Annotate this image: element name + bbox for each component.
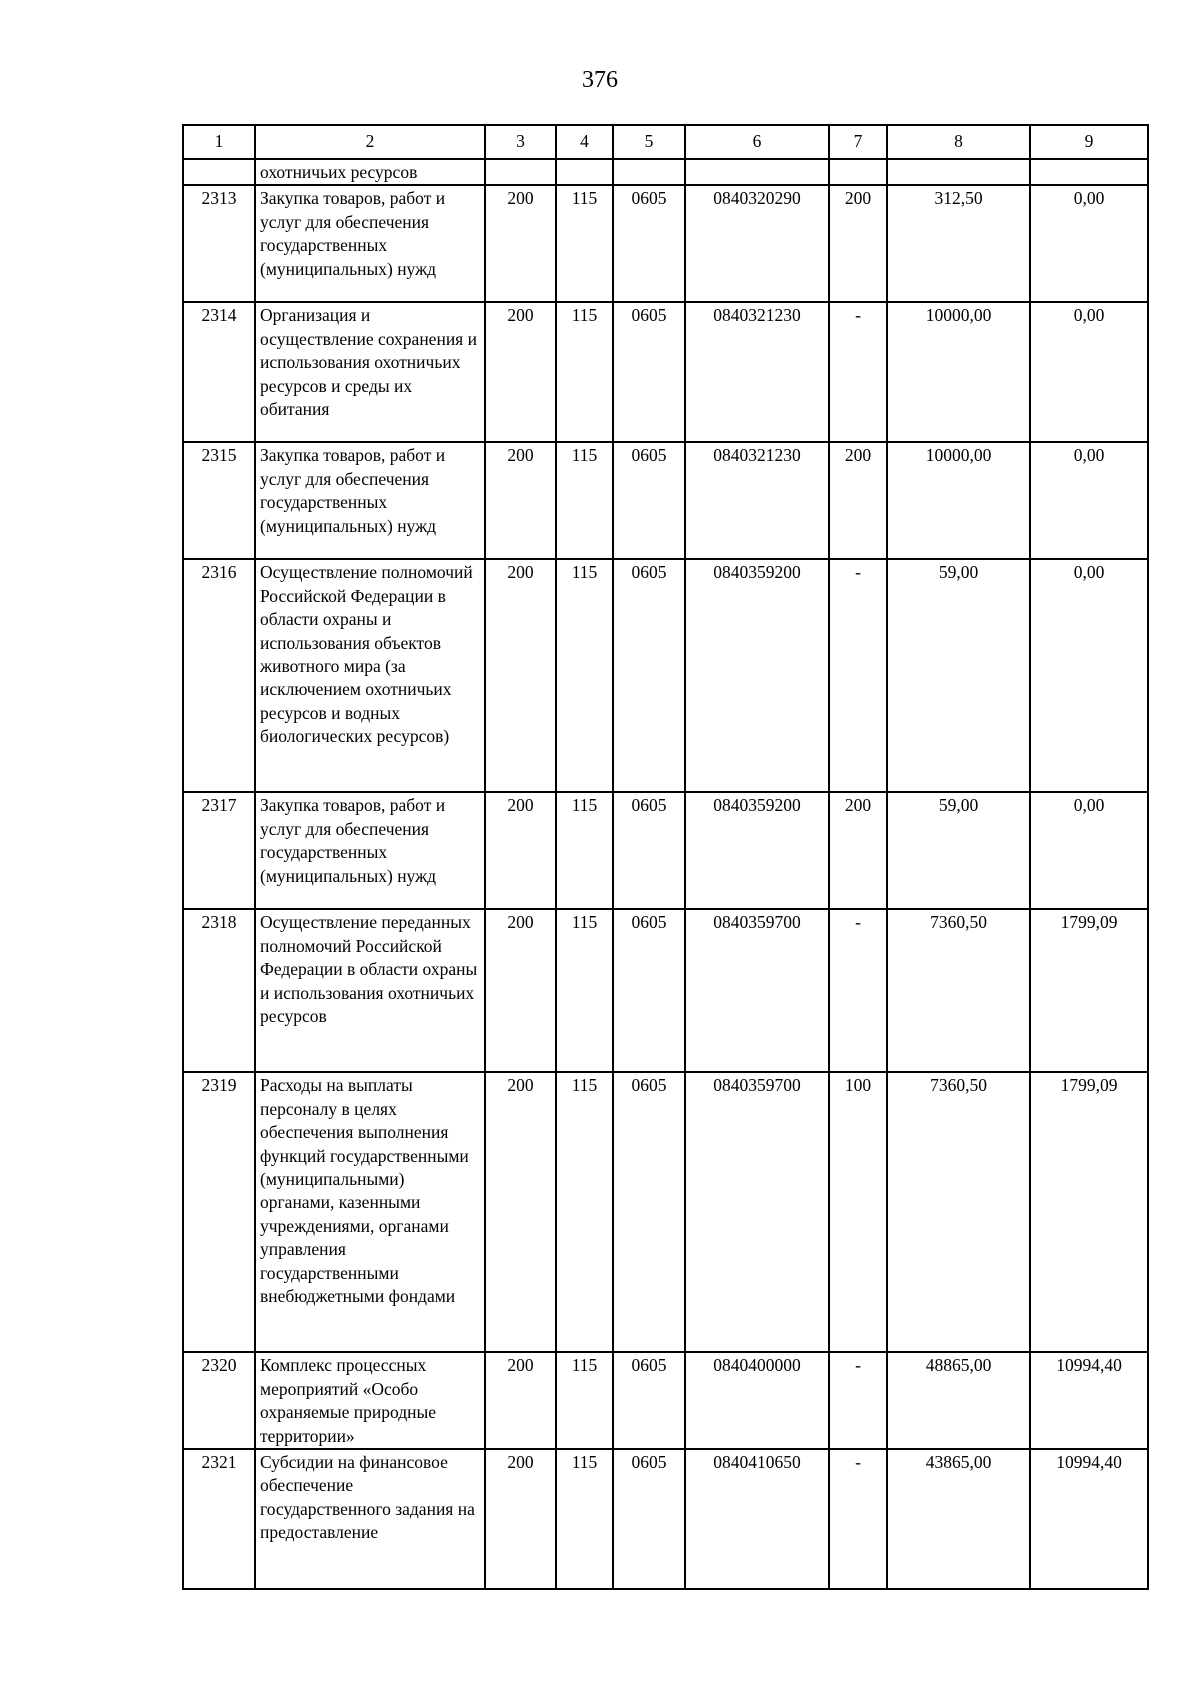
row-code-3: 200 bbox=[485, 1352, 556, 1449]
table-row bbox=[183, 185, 1148, 302]
row-number: 2319 bbox=[183, 1072, 255, 1352]
row-code-6: 0840410650 bbox=[685, 1449, 829, 1589]
row-code-4: 115 bbox=[556, 442, 613, 559]
header-cell: 7 bbox=[829, 125, 887, 159]
row-amount-8: 59,00 bbox=[887, 559, 1030, 792]
row-amount-8 bbox=[887, 159, 1030, 185]
row-code-4: 115 bbox=[556, 1449, 613, 1589]
table-row bbox=[183, 1449, 1148, 1589]
row-amount-9: 0,00 bbox=[1030, 559, 1148, 792]
row-code-7: - bbox=[829, 1352, 887, 1449]
table-row bbox=[183, 442, 1148, 559]
row-code-5 bbox=[613, 159, 685, 185]
row-code-3: 200 bbox=[485, 1072, 556, 1352]
row-amount-9: 1799,09 bbox=[1030, 909, 1148, 1072]
page-number: 376 bbox=[582, 67, 618, 93]
row-code-5: 0605 bbox=[613, 185, 685, 302]
row-amount-9: 10994,40 bbox=[1030, 1449, 1148, 1589]
row-amount-8: 7360,50 bbox=[887, 1072, 1030, 1352]
budget-table bbox=[182, 124, 1149, 1590]
row-description: Осуществление полномочий Российской Федерации в области охраны и использования объектов животного мира (за исключением охотничьих ресурсов и водных биологических ресурсов) bbox=[255, 559, 485, 792]
row-amount-9: 1799,09 bbox=[1030, 1072, 1148, 1352]
row-code-3: 200 bbox=[485, 442, 556, 559]
row-code-7: 200 bbox=[829, 442, 887, 559]
table-row bbox=[183, 302, 1148, 442]
row-code-4 bbox=[556, 159, 613, 185]
row-code-7: 200 bbox=[829, 792, 887, 909]
row-amount-8: 59,00 bbox=[887, 792, 1030, 909]
row-code-5: 0605 bbox=[613, 1449, 685, 1589]
row-code-3: 200 bbox=[485, 909, 556, 1072]
table-header-row bbox=[183, 125, 1148, 159]
row-amount-9: 0,00 bbox=[1030, 442, 1148, 559]
row-amount-9 bbox=[1030, 159, 1148, 185]
row-number: 2317 bbox=[183, 792, 255, 909]
row-code-6: 0840359700 bbox=[685, 909, 829, 1072]
row-number: 2320 bbox=[183, 1352, 255, 1449]
row-code-5: 0605 bbox=[613, 909, 685, 1072]
row-number: 2315 bbox=[183, 442, 255, 559]
row-code-3: 200 bbox=[485, 302, 556, 442]
row-amount-9: 0,00 bbox=[1030, 185, 1148, 302]
row-description: Закупка товаров, работ и услуг для обеспечения государственных (муниципальных) нужд bbox=[255, 185, 485, 302]
header-cell: 5 bbox=[613, 125, 685, 159]
row-code-7: - bbox=[829, 559, 887, 792]
row-number bbox=[183, 159, 255, 185]
row-code-5: 0605 bbox=[613, 792, 685, 909]
row-description: Закупка товаров, работ и услуг для обеспечения государственных (муниципальных) нужд bbox=[255, 442, 485, 559]
row-code-5: 0605 bbox=[613, 1072, 685, 1352]
header-cell: 6 bbox=[685, 125, 829, 159]
row-code-6: 0840320290 bbox=[685, 185, 829, 302]
row-code-3: 200 bbox=[485, 185, 556, 302]
row-code-6: 0840359700 bbox=[685, 1072, 829, 1352]
row-amount-9: 10994,40 bbox=[1030, 1352, 1148, 1449]
row-code-5: 0605 bbox=[613, 302, 685, 442]
row-description: Расходы на выплаты персоналу в целях обеспечения выполнения функций государственными (муниципальными) органами, казенными учреждениями, органами управления государственными внебюджетными фондами bbox=[255, 1072, 485, 1352]
table-row bbox=[183, 909, 1148, 1072]
header-cell: 1 bbox=[183, 125, 255, 159]
table-row bbox=[183, 559, 1148, 792]
row-number: 2318 bbox=[183, 909, 255, 1072]
row-code-3: 200 bbox=[485, 559, 556, 792]
row-code-4: 115 bbox=[556, 1072, 613, 1352]
row-code-7: - bbox=[829, 302, 887, 442]
row-code-7: 200 bbox=[829, 185, 887, 302]
row-number: 2321 bbox=[183, 1449, 255, 1589]
header-cell: 8 bbox=[887, 125, 1030, 159]
row-code-4: 115 bbox=[556, 792, 613, 909]
row-code-7: 100 bbox=[829, 1072, 887, 1352]
table-row bbox=[183, 159, 1148, 185]
row-code-4: 115 bbox=[556, 559, 613, 792]
row-amount-8: 48865,00 bbox=[887, 1352, 1030, 1449]
row-description: Организация и осуществление сохранения и использования охотничьих ресурсов и среды их обитания bbox=[255, 302, 485, 442]
row-amount-8: 43865,00 bbox=[887, 1449, 1030, 1589]
row-code-6: 0840321230 bbox=[685, 302, 829, 442]
row-code-7: - bbox=[829, 909, 887, 1072]
row-code-6: 0840359200 bbox=[685, 792, 829, 909]
row-number: 2313 bbox=[183, 185, 255, 302]
row-amount-8: 10000,00 bbox=[887, 442, 1030, 559]
row-code-3 bbox=[485, 159, 556, 185]
row-description: Закупка товаров, работ и услуг для обеспечения государственных (муниципальных) нужд bbox=[255, 792, 485, 909]
row-code-6: 0840321230 bbox=[685, 442, 829, 559]
row-amount-8: 312,50 bbox=[887, 185, 1030, 302]
header-cell: 2 bbox=[255, 125, 485, 159]
table-row bbox=[183, 1072, 1148, 1352]
row-code-4: 115 bbox=[556, 302, 613, 442]
row-code-5: 0605 bbox=[613, 442, 685, 559]
row-amount-9: 0,00 bbox=[1030, 302, 1148, 442]
row-code-6: 0840400000 bbox=[685, 1352, 829, 1449]
row-code-6 bbox=[685, 159, 829, 185]
row-amount-8: 7360,50 bbox=[887, 909, 1030, 1072]
table-row bbox=[183, 1352, 1148, 1449]
row-code-3: 200 bbox=[485, 792, 556, 909]
header-cell: 3 bbox=[485, 125, 556, 159]
row-code-7: - bbox=[829, 1449, 887, 1589]
row-code-3: 200 bbox=[485, 1449, 556, 1589]
table-row bbox=[183, 792, 1148, 909]
row-code-4: 115 bbox=[556, 909, 613, 1072]
row-description: Комплекс процессных мероприятий «Особо охраняемые природные территории» bbox=[255, 1352, 485, 1449]
header-cell: 4 bbox=[556, 125, 613, 159]
row-code-4: 115 bbox=[556, 1352, 613, 1449]
header-cell: 9 bbox=[1030, 125, 1148, 159]
row-description: охотничьих ресурсов bbox=[255, 159, 485, 185]
row-description: Осуществление переданных полномочий Российской Федерации в области охраны и использования охотничьих ресурсов bbox=[255, 909, 485, 1072]
row-code-4: 115 bbox=[556, 185, 613, 302]
row-code-5: 0605 bbox=[613, 559, 685, 792]
row-description: Субсидии на финансовое обеспечение государственного задания на предоставление bbox=[255, 1449, 485, 1589]
row-amount-8: 10000,00 bbox=[887, 302, 1030, 442]
row-number: 2314 bbox=[183, 302, 255, 442]
row-amount-9: 0,00 bbox=[1030, 792, 1148, 909]
row-code-5: 0605 bbox=[613, 1352, 685, 1449]
row-number: 2316 bbox=[183, 559, 255, 792]
row-code-6: 0840359200 bbox=[685, 559, 829, 792]
row-code-7 bbox=[829, 159, 887, 185]
